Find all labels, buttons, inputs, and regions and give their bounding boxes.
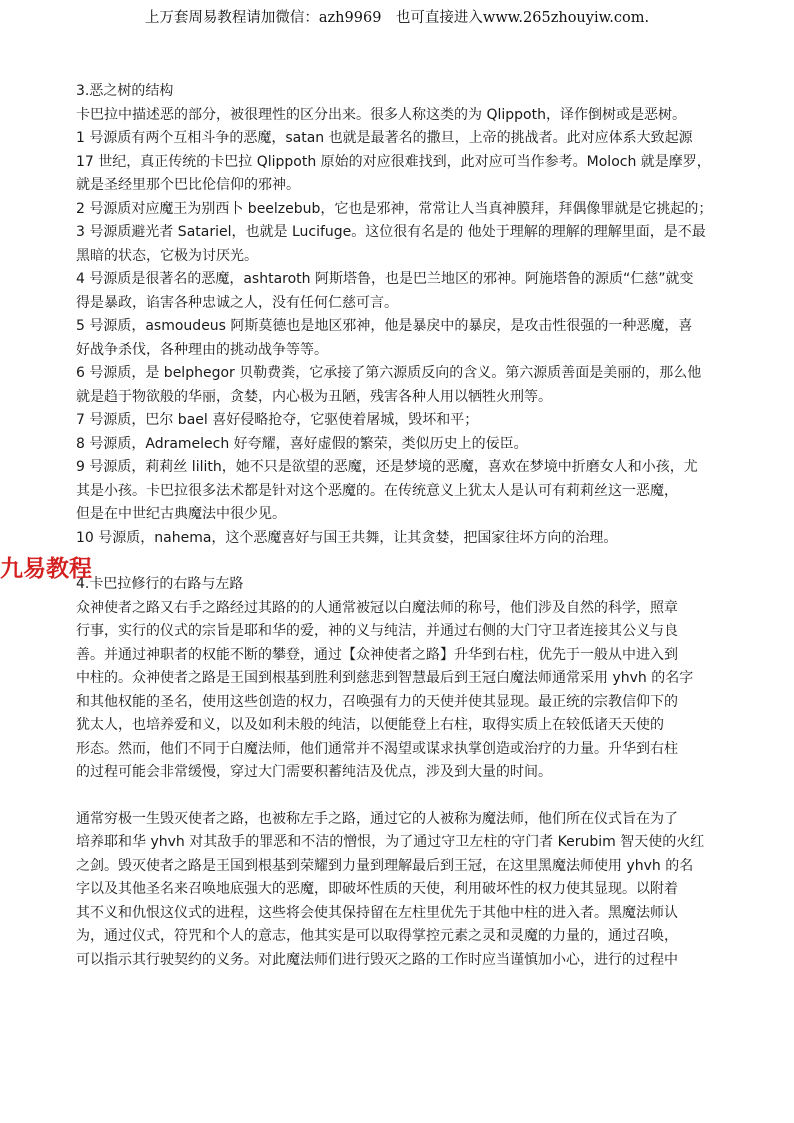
section-evil-tree <box>76 80 736 550</box>
text-line: 7 号源质，巴尔 bael 喜好侵略抢夺，它驱使着屠城，毁坏和平； <box>76 412 479 428</box>
text-line: 的过程可能会非常缓慢，穿过大门需要积蓄纯洁及优点，涉及到大量的时间。 <box>76 764 552 780</box>
text-line: 善。并通过神职者的权能不断的攀登，通过【众神使者之路】升华到右柱，优先于一般从中进入到 <box>76 646 678 663</box>
text-line: 其是小孩。卡巴拉很多法术都是针对这个恶魔的。在传统意义上犹太人是认可有莉莉丝这一恶魔， <box>76 482 678 499</box>
text-line: 通常穷极一生毁灭使者之路，也被称左手之路，通过它的人被称为魔法师，他们所在仪式旨在为了 <box>76 810 678 827</box>
text-line: 8 号源质，Adramelech 好夸耀，喜好虚假的繁荣，类似历史上的佞臣。 <box>76 435 528 452</box>
text-line: 但是在中世纪古典魔法中很少见。 <box>76 506 286 522</box>
text-line: 6 号源质，是 belphegor 贝勒费粪，它承接了第六源质反向的含义。第六源质善面是美丽的，那么他 <box>76 365 702 381</box>
section-right-left-path <box>76 573 736 785</box>
text-line: 可以指示其行驶契约的义务。对此魔法师们进行毁灭之路的工作时应当谨慎加小心，进行的过程中 <box>76 951 678 968</box>
text-line: 5 号源质，asmoudeus 阿斯莫德也是地区邪神，他是暴戾中的暴戾，是攻击性很强的一种恶魔，喜 <box>76 318 693 334</box>
text-line: 1 号源质有两个互相斗争的恶魔，satan 也就是最著名的撒旦，上帝的挑战者。此对应体系大致起源 <box>76 130 693 146</box>
text-line: 17 世纪，真正传统的卡巴拉 Qlippoth 原始的对应很难找到，此对应可当作参考。Moloch 就是摩罗， <box>76 153 711 170</box>
text-line: 3.恶之树的结构 <box>76 83 174 99</box>
text-line: 得是暴政，谄害各种忠诚之人，没有任何仁慈可言。 <box>76 294 398 311</box>
section-destruction-path <box>76 808 736 973</box>
text-line: 4 号源质是很著名的恶魔，ashtaroth 阿斯塔鲁，也是巴兰地区的邪神。阿施塔鲁的源质“仁慈”就变 <box>76 271 694 287</box>
text-line: 培养耶和华 yhvh 对其敌手的罪恶和不洁的憎恨，为了通过守卫左柱的守门者 Kerubim 智天使的火红 <box>76 834 705 850</box>
text-line: 好战争杀伐，各种理由的挑动战争等等。 <box>76 341 328 358</box>
text-line: 黑暗的状态，它极为讨厌光。 <box>76 247 258 264</box>
text-line: 中柱的。众神使者之路是王国到根基到胜利到慈悲到智慧最后到王冠白魔法师通常采用 yhvh 的名字 <box>76 670 694 686</box>
text-line: 2 号源质对应魔王为别西卜 beelzebub，它也是邪神，常常让人当真神膜拜，拜偶像罪就是它挑起的； <box>76 200 713 217</box>
page-header-banner: 上万套周易教程请加微信：azh9969 也可直接进入www.265zhouyiw.com. <box>144 10 650 26</box>
document-body <box>76 80 736 972</box>
text-line: 就是趋于物欲般的华丽，贪婪，内心极为丑陋，残害各种人用以牺牲火刑等。 <box>76 388 552 405</box>
text-line: 3 号源质避光者 Satariel，也就是 Lucifuge。这位很有名是的 他处于理解的理解的理解里面，是不最 <box>76 224 706 240</box>
text-line: 为，通过仪式，符咒和个人的意志，他其实是可以取得掌控元素之灵和灵魔的力量的，通过召唤， <box>76 928 678 944</box>
text-line: 就是圣经里那个巴比伦信仰的邪神。 <box>76 177 300 193</box>
text-line: 9 号源质，莉莉丝 lilith，她不只是欲望的恶魔，还是梦境的恶魔，喜欢在梦境中折磨女人和小孩，尤 <box>76 459 698 475</box>
text-line: 卡巴拉中描述恶的部分，被很理性的区分出来。很多人称这类的为 Qlippoth，译作倒树或是恶树。 <box>76 106 686 123</box>
text-line: 犹太人，也培养爱和义，以及如利未般的纯洁，以便能登上右柱，取得实质上在较低诸天天使的 <box>76 717 664 733</box>
text-line: 其不义和仇恨这仪式的进程，这些将会使其保持留在左柱里优先于其他中柱的进入者。黑魔法师认 <box>76 904 678 921</box>
paragraph-gap <box>76 785 736 808</box>
text-line: 之剑。毁灭使者之路是王国到根基到荣耀到力量到理解最后到王冠，在这里黑魔法师使用 yhvh 的名 <box>76 857 694 874</box>
text-line: 形态。然而，他们不同于白魔法师，他们通常并不渴望或谋求执掌创造或治疗的力量。升华到右柱 <box>76 740 678 757</box>
paragraph-gap <box>76 550 736 573</box>
text-line: 行事，实行的仪式的宗旨是耶和华的爱，神的义与纯洁，并通过右侧的大门守卫者连接其公义与良 <box>76 623 678 639</box>
text-line: 10 号源质，nahema，这个恶魔喜好与国王共舞，让其贪婪，把国家往坏方向的治理。 <box>76 529 618 546</box>
text-line: 众神使者之路又右手之路经过其路的的人通常被冠以白魔法师的称号，他们涉及自然的科学，照章 <box>76 599 678 616</box>
watermark-logo: 九易教程 <box>0 556 92 582</box>
text-line: 和其他权能的圣名，使用这些创造的权力，召唤强有力的天使并使其显现。最正统的宗教信仰下的 <box>76 693 678 710</box>
text-line: 字以及其他圣名来召唤地底强大的恶魔，即破坏性质的天使，利用破坏性的权力使其显现。以附着 <box>76 881 678 897</box>
text-line: 4.卡巴拉修行的右路与左路 <box>76 576 244 592</box>
